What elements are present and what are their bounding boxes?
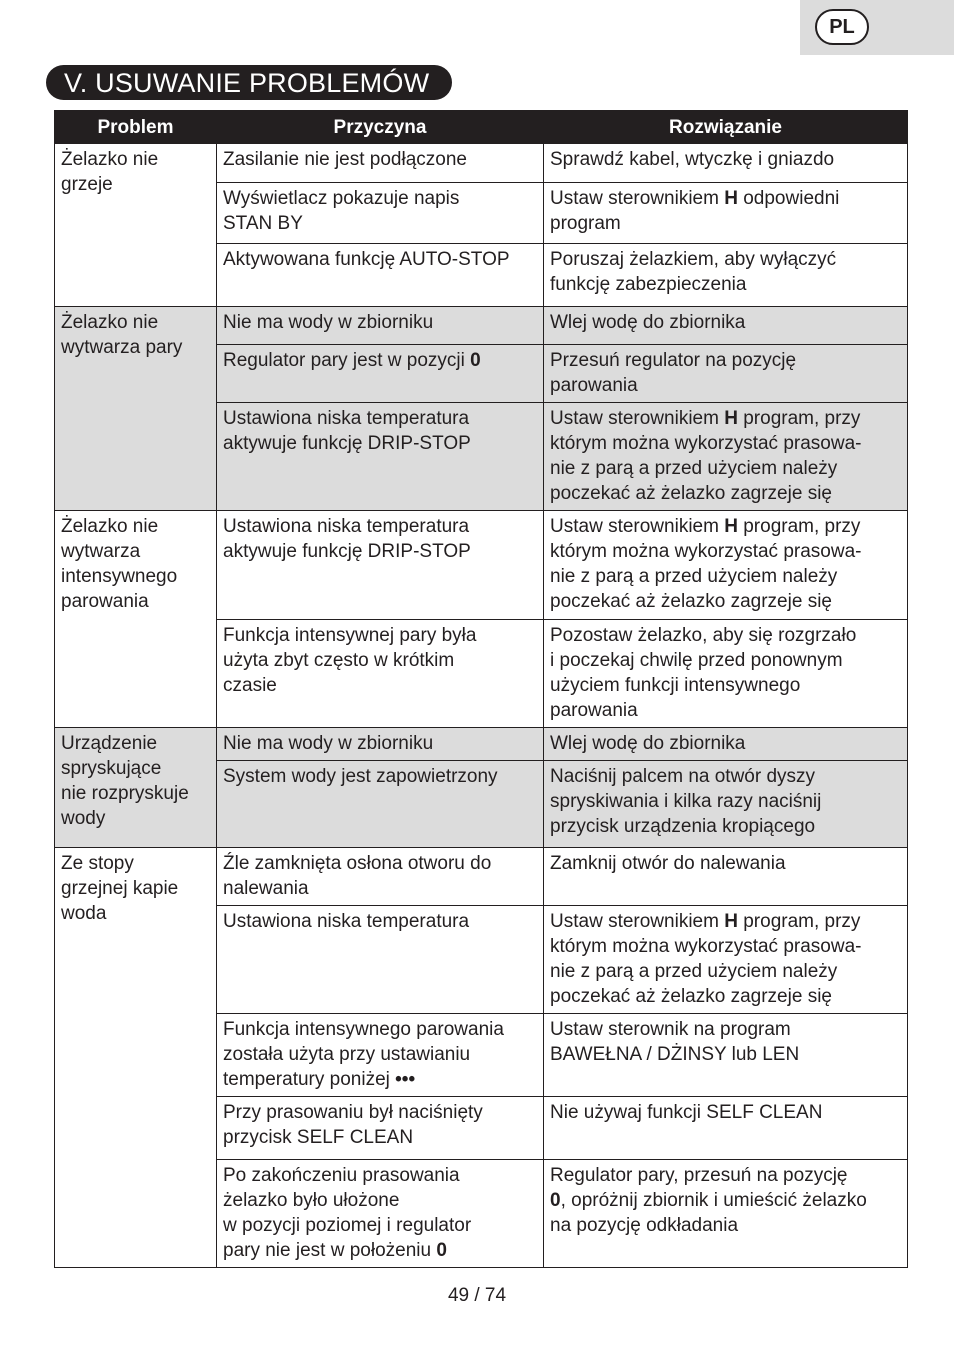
solution-cell: Naciśnij palcem na otwór dyszy spryskiwania i kilka razy naciśnij przycisk urządzenia kropiącego: [544, 761, 908, 848]
language-badge: PL: [815, 9, 869, 45]
table-row: [55, 511, 908, 620]
cause-cell: Po zakończeniu prasowania żelazko było ułożone w pozycji poziomej i regulator pary nie jest w położeniu 0: [217, 1160, 544, 1268]
cause-cell: Ustawiona niska temperatura: [217, 906, 544, 1014]
problem-cell: Żelazko nie wytwarza intensywnego parowania: [55, 511, 217, 728]
solution-cell: Sprawdź kabel, wtyczkę i gniazdo: [544, 144, 908, 183]
solution-cell: Wlej wodę do zbiornika: [544, 728, 908, 761]
cause-cell: Źle zamknięta osłona otworu do nalewania: [217, 848, 544, 906]
table-header-row: [55, 111, 908, 144]
solution-cell: Ustaw sterownikiem H program, przy którym można wykorzystać prasowa- nie z parą a przed użyciem należy poczekać aż żelazko zagrzeje się: [544, 511, 908, 620]
language-tab: [800, 0, 954, 55]
problem-cell: Urządzenie spryskujące nie rozpryskuje wody: [55, 728, 217, 848]
cause-cell: Ustawiona niska temperatura aktywuje funkcję DRIP-STOP: [217, 403, 544, 511]
table-row: [55, 307, 908, 345]
solution-cell: Ustaw sterownikiem H program, przy którym można wykorzystać prasowa- nie z parą a przed użyciem należy poczekać aż żelazko zagrzeje się: [544, 906, 908, 1014]
section-title: V. USUWANIE PROBLEMÓW: [46, 65, 452, 100]
solution-cell: Nie używaj funkcji SELF CLEAN: [544, 1097, 908, 1160]
solution-cell: Ustaw sterownikiem H odpowiedni program: [544, 183, 908, 244]
cause-cell: Funkcja intensywnego parowania została użyta przy ustawianiu temperatury poniżej •••: [217, 1014, 544, 1097]
solution-cell: Regulator pary, przesuń na pozycję 0, opróżnij zbiornik i umieścić żelazko na pozycję odkładania: [544, 1160, 908, 1268]
problem-cell: Żelazko nie grzeje: [55, 144, 217, 307]
solution-cell: Przesuń regulator na pozycję parowania: [544, 345, 908, 403]
troubleshooting-table: [54, 110, 908, 1268]
solution-cell: Wlej wodę do zbiornika: [544, 307, 908, 345]
header-problem: Problem: [55, 111, 217, 144]
cause-cell: Regulator pary jest w pozycji 0: [217, 345, 544, 403]
table-row: [55, 728, 908, 761]
cause-cell: System wody jest zapowietrzony: [217, 761, 544, 848]
cause-cell: Zasilanie nie jest podłączone: [217, 144, 544, 183]
header-cause: Przyczyna: [217, 111, 544, 144]
problem-cell: Żelazko nie wytwarza pary: [55, 307, 217, 511]
cause-cell: Nie ma wody w zbiorniku: [217, 728, 544, 761]
cause-cell: Funkcja intensywnej pary była użyta zbyt często w krótkim czasie: [217, 620, 544, 728]
table-row: [55, 144, 908, 183]
solution-cell: Ustaw sterownikiem H program, przy którym można wykorzystać prasowa- nie z parą a przed użyciem należy poczekać aż żelazko zagrzeje się: [544, 403, 908, 511]
solution-cell: Ustaw sterownik na program BAWEŁNA / DŻINSY lub LEN: [544, 1014, 908, 1097]
problem-cell: Ze stopy grzejnej kapie woda: [55, 848, 217, 1268]
cause-cell: Nie ma wody w zbiorniku: [217, 307, 544, 345]
table-row: [55, 848, 908, 906]
cause-cell: Ustawiona niska temperatura aktywuje funkcję DRIP-STOP: [217, 511, 544, 620]
cause-cell: Przy prasowaniu był naciśnięty przycisk SELF CLEAN: [217, 1097, 544, 1160]
page-number: 49 / 74: [447, 1285, 507, 1306]
cause-cell: Wyświetlacz pokazuje napis STAN BY: [217, 183, 544, 244]
solution-cell: Poruszaj żelazkiem, aby wyłączyć funkcję zabezpieczenia: [544, 244, 908, 307]
cause-cell: Aktywowana funkcję AUTO-STOP: [217, 244, 544, 307]
solution-cell: Zamknij otwór do nalewania: [544, 848, 908, 906]
header-solution: Rozwiązanie: [544, 111, 908, 144]
solution-cell: Pozostaw żelazko, aby się rozgrzało i poczekaj chwilę przed ponownym użyciem funkcji intensywnego parowania: [544, 620, 908, 728]
